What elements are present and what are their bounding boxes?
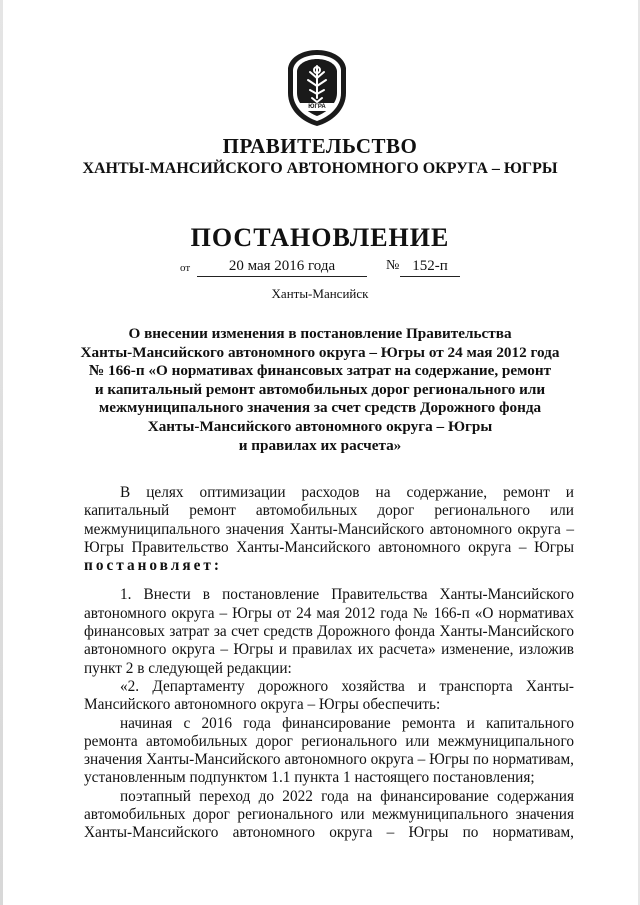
document-city: Ханты-Мансийск	[271, 286, 369, 301]
item2a-line: ремонта автомобильных дорог регионального или межмуниципального	[84, 732, 574, 750]
item1-line: автономного округа – Югры и правилах их расчета» изменение, изложив	[84, 641, 574, 659]
subject-line: № 166-п «О нормативах финансовых затрат на содержание, ремонт	[88, 362, 552, 380]
preamble-line: Югры Правительство Ханты-Мансийского автономного округа – Югры	[84, 538, 574, 556]
item2b-line: Ханты-Мансийского автономного округа – Югры по нормативам,	[84, 824, 574, 842]
subject-line: Ханты-Мансийского автономного округа – Югры от 24 мая 2012 года	[80, 343, 560, 361]
item2a-line: установленным подпунктом 1.1 пункта 1 настоящего постановления;	[84, 769, 535, 787]
government-subtitle: ХАНТЫ-МАНСИЙСКОГО АВТОНОМНОГО ОКРУГА – ЮГРЫ	[82, 160, 558, 177]
item2b-line: поэтапный переход до 2022 года на финансирование содержания	[120, 787, 574, 805]
document-subject	[80, 325, 560, 455]
document-body	[84, 484, 574, 843]
subject-line: межмуниципального значения за счет средств Дорожного фонда	[98, 399, 542, 417]
preamble-line: В целях оптимизации расходов на содержание, ремонт и	[120, 484, 574, 501]
item1-line: автономного округа – Югры от 24 мая 2012 года № 166-п «О нормативах	[84, 604, 574, 622]
subject-line: О внесении изменения в постановление Правительства	[128, 325, 512, 342]
number-prefix: №	[386, 258, 400, 273]
item2a-line: начиная с 2016 года финансирование ремонта и капитального	[120, 714, 574, 732]
subject-line: и правилах их расчета»	[238, 436, 402, 454]
item2b-line: автомобильных дорог регионального или межмуниципального значения	[84, 806, 574, 824]
resolves-heading: постановляет:	[84, 557, 222, 575]
item2-line: «2. Департаменту дорожного хозяйства и транспорта Ханты-	[120, 677, 574, 695]
subject-line: Ханты-Мансийского автономного округа – Югры	[147, 417, 493, 435]
preamble-line: межмуниципального значения Ханты-Мансийского автономного округа –	[84, 520, 574, 538]
item1-line: пункт 2 в следующей редакции:	[84, 659, 292, 677]
yugra-coat-of-arms-icon	[282, 48, 352, 128]
subject-line: и капитальный ремонт автомобильных дорог регионального или	[94, 380, 546, 398]
item1-line: 1. Внести в постановление Правительства Ханты-Мансийского	[120, 586, 574, 604]
item2a-line: значения Ханты-Мансийского автономного округа – Югры по нормативам,	[84, 751, 574, 769]
document-date: 20 мая 2016 года	[197, 256, 367, 277]
document-type: ПОСТАНОВЛЕНИЕ	[190, 223, 450, 252]
date-prefix: от	[180, 262, 191, 274]
preamble-line: капитальный ремонт автомобильных дорог регионального или	[84, 502, 574, 520]
item2-line: Мансийского автономного округа – Югры обеспечить:	[84, 696, 441, 714]
government-title: ПРАВИТЕЛЬСТВО	[222, 134, 418, 158]
emblem-lettering: ЮГРА	[308, 104, 326, 110]
date-number-line	[0, 256, 640, 280]
document-number: 152-п	[400, 256, 460, 277]
item1-line: финансовых затрат за счет средств Дорожного фонда Ханты-Мансийского	[84, 623, 574, 641]
